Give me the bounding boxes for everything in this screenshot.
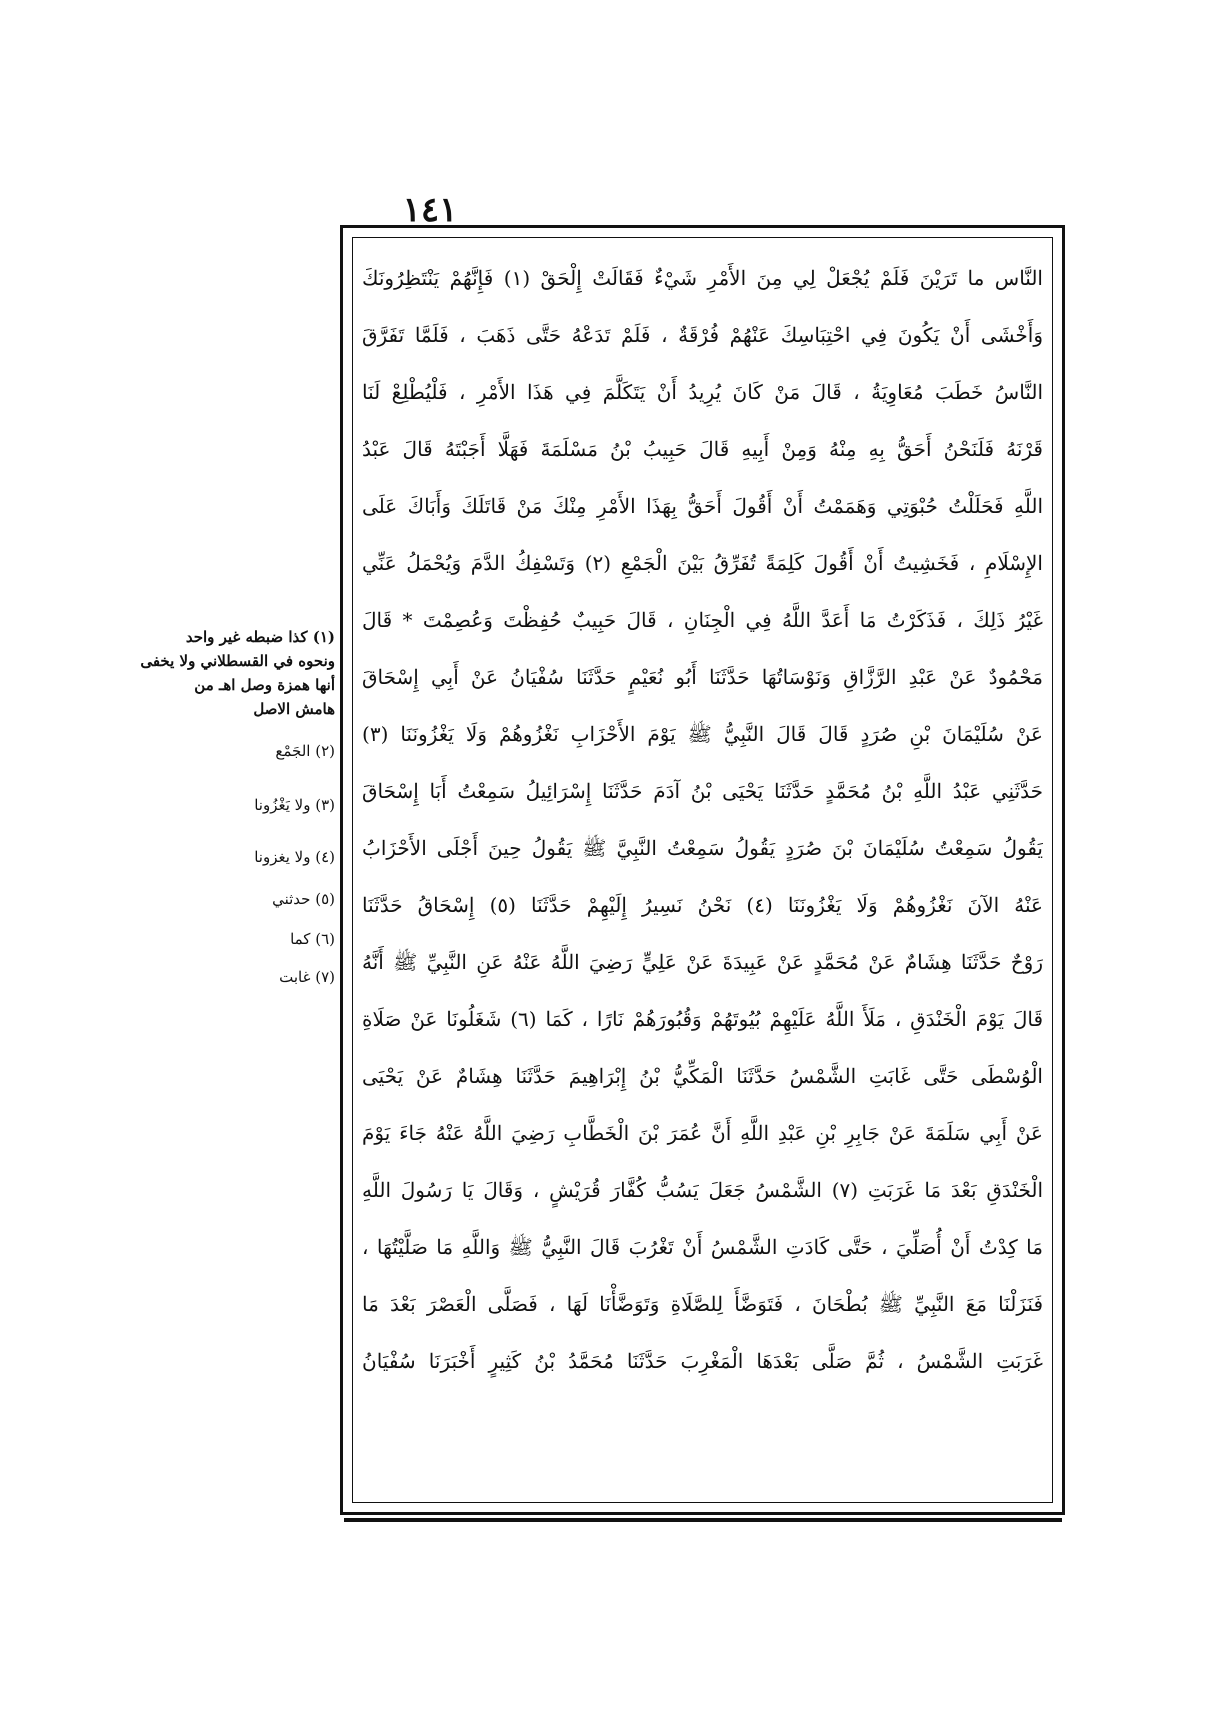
- text-line: عَنْهُ الآنَ نَغْزُوهُمْ وَلَا يَغْزُونَنَا (٤) نَحْنُ نَسِيرُ إِلَيْهِمْ حَدَّثَنَا (٥) إِسْحَاقُ حَدَّثَنَا: [362, 893, 1043, 917]
- text-line: مَا كِدْتُ أَنْ أُصَلِّيَ ، حَتَّى كَادَتِ الشَّمْسُ أَنْ تَغْرُبَ قَالَ النَّبِيُّ ﷺ وَاللَّهِ مَا صَلَّيْتُهَا ،: [362, 1235, 1043, 1259]
- margin-note-2: (٢) الجَمْع: [275, 742, 335, 760]
- text-line: اللَّهِ فَحَلَلْتُ حُبْوَتِي وَهَمَمْتُ أَنْ أَقُولَ أَحَقُّ بِهَذَا الأَمْرِ مِنْكَ مَنْ قَاتَلَكَ وَأَبَاكَ عَلَى: [362, 494, 1043, 518]
- text-line: النَّاسُ خَطَبَ مُعَاوِيَةُ ، قَالَ مَنْ كَانَ يُرِيدُ أَنْ يَتَكَلَّمَ فِي هَذَا الأَمْرِ ، فَلْيُطْلِعْ لَنَا: [362, 380, 1043, 404]
- text-line: الْخَنْدَقِ بَعْدَ مَا غَرَبَتِ (٧) الشَّمْسُ جَعَلَ يَسُبُّ كُفَّارَ قُرَيْشٍ ، وَقَالَ يَا رَسُولَ اللَّهِ: [362, 1178, 1043, 1202]
- margin-notes: [140, 625, 335, 1065]
- text-line: النَّاس ما تَرَيْنَ فَلَمْ يُجْعَلْ لِي مِنَ الأَمْرِ شَيْءٌ فَقَالَتْ إِلْحَقْ (١) فَإِنَّهُمْ يَنْتَظِرُونَكَ: [362, 266, 1043, 290]
- margin-note-1-line: (١) كذا ضبطه غير واحد: [185, 628, 335, 646]
- text-line: مَحْمُودٌ عَنْ عَبْدِ الرَّزَّاقِ وَنَوْسَاتُهَا حَدَّثَنَا أَبُو نُعَيْمٍ حَدَّثَنَا سُفْيَانُ عَنْ أَبِي إِسْحَاقَ: [362, 665, 1043, 689]
- text-line: وَأَخْشَى أَنْ يَكُونَ فِي احْتِبَاسِكَ عَنْهُمْ فُرْقَةٌ ، فَلَمْ تَدَعْهُ حَتَّى ذَهَبَ ، فَلَمَّا تَفَرَّقَ: [362, 323, 1043, 347]
- text-line: قَالَ يَوْمَ الْخَنْدَقِ ، مَلَأَ اللَّهُ عَلَيْهِمْ بُيُوتَهُمْ وَقُبُورَهُمْ نَارًا ، كَمَا (٦) شَغَلُونَا عَنْ صَلَاةِ: [362, 1007, 1043, 1031]
- margin-note-5: (٥) حدثني: [272, 890, 335, 908]
- margin-note-7: (٧) غابت: [279, 968, 335, 986]
- main-text-block: [362, 250, 1043, 1495]
- text-line: غَرَبَتِ الشَّمْسُ ، ثُمَّ صَلَّى بَعْدَهَا الْمَغْرِبَ حَدَّثَنَا مُحَمَّدُ بْنُ كَثِيرٍ أَخْبَرَنَا سُفْيَانُ: [362, 1349, 1043, 1373]
- margin-note-1-line: هامش الاصل: [253, 700, 335, 718]
- margin-note-1-line: أنها همزة وصل اهـ من: [194, 676, 335, 694]
- text-line: حَدَّثَنِي عَبْدُ اللَّهِ بْنُ مُحَمَّدٍ حَدَّثَنَا يَحْيَى بْنُ آدَمَ حَدَّثَنَا إِسْرَائِيلُ سَمِعْتُ أَبَا إِسْحَاقَ: [362, 779, 1043, 803]
- text-line: الإِسْلَامِ ، فَخَشِيتُ أَنْ أَقُولَ كَلِمَةً تُفَرِّقُ بَيْنَ الْجَمْعِ (٢) وَتَسْفِكُ الدَّمَ وَيُحْمَلُ عَنِّي: [362, 551, 1043, 575]
- text-line: الْوُسْطَى حَتَّى غَابَتِ الشَّمْسُ حَدَّثَنَا الْمَكِّيُّ بْنُ إِبْرَاهِيمَ حَدَّثَنَا هِشَامٌ عَنْ يَحْيَى: [362, 1064, 1043, 1088]
- text-line: يَقُولُ سَمِعْتُ سُلَيْمَانَ بْنَ صُرَدٍ يَقُولُ سَمِعْتُ النَّبِيَّ ﷺ يَقُولُ حِينَ أَجْلَى الأَحْزَابُ: [362, 836, 1043, 860]
- text-line: رَوْحٌ حَدَّثَنَا هِشَامٌ عَنْ مُحَمَّدٍ عَنْ عَبِيدَةَ عَنْ عَلِيٍّ رَضِيَ اللَّهُ عَنْهُ عَنِ النَّبِيِّ ﷺ أَنَّهُ: [362, 950, 1043, 974]
- text-line: غَيْرُ ذَلِكَ ، فَذَكَرْتُ مَا أَعَدَّ اللَّهُ فِي الْجِنَانِ ، قَالَ حَبِيبٌ حُفِظْتَ وَعُصِمْتَ * قَالَ: [362, 608, 1043, 632]
- text-line: عَنْ سُلَيْمَانَ بْنِ صُرَدٍ قَالَ قَالَ النَّبِيُّ ﷺ يَوْمَ الأَحْزَابِ نَغْزُوهُمْ وَلَا يَغْزُونَنَا (٣): [362, 722, 1043, 746]
- text-line: عَنْ أَبِي سَلَمَةَ عَنْ جَابِرِ بْنِ عَبْدِ اللَّهِ أَنَّ عُمَرَ بْنَ الْخَطَّابِ رَضِيَ اللَّهُ عَنْهُ جَاءَ يَوْمَ: [362, 1121, 1043, 1145]
- margin-note-3: (٣) ولا يَغْزُونا: [254, 796, 335, 814]
- margin-note-4: (٤) ولا يغزونا: [254, 848, 335, 866]
- text-line: قَرْنَهُ فَلَنَحْنُ أَحَقُّ بِهِ مِنْهُ وَمِنْ أَبِيهِ قَالَ حَبِيبُ بْنُ مَسْلَمَةَ فَهَلَّا أَجَبْتَهُ قَالَ عَبْدُ: [362, 437, 1043, 461]
- text-line: فَنَزَلْنَا مَعَ النَّبِيِّ ﷺ بُطْحَانَ ، فَتَوَضَّأَ لِلصَّلَاةِ وَتَوَضَّأْنَا لَهَا ، فَصَلَّى الْعَصْرَ بَعْدَ مَا: [362, 1292, 1043, 1316]
- frame-bottom-rule: [344, 1518, 1062, 1522]
- margin-note-6: (٦) كما: [290, 930, 335, 948]
- page-number: ١٤١: [402, 190, 458, 230]
- margin-note-1-line: ونحوه في القسطلاني ولا يخفى: [140, 652, 335, 670]
